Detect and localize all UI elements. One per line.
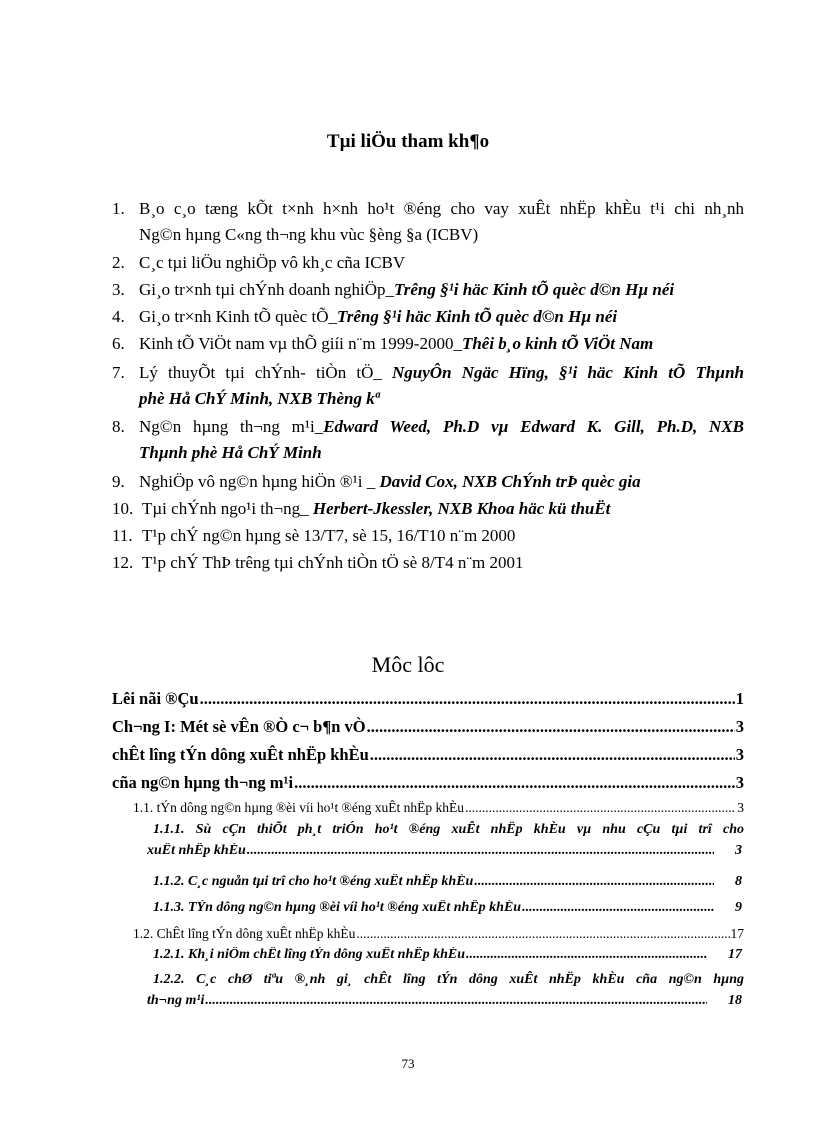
reference-text: Tµi chÝnh ngo¹i th¬ng_ xyxy=(142,499,313,518)
reference-item xyxy=(112,331,744,357)
reference-number: 11. xyxy=(112,526,133,545)
page-number: 73 xyxy=(401,1056,415,1071)
toc-label-line: 1.2.2. C¸c chØ tiªu ®¸nh gi¸ chÊt lîng tÝn dông xuÊt nhËp khÈu cña ng©n hµng xyxy=(153,972,744,987)
toc-entry xyxy=(147,822,744,859)
toc-entry xyxy=(153,947,744,963)
reference-source: Edward Weed, Ph.D vµ Edward K. Gill, Ph.D, NXB xyxy=(323,417,745,436)
toc-entry xyxy=(133,926,744,942)
toc-entry xyxy=(153,900,744,916)
toc-page: 8 xyxy=(735,874,742,889)
reference-source: Trêng §¹i häc Kinh tÕ quèc d©n Hµ néi xyxy=(394,280,675,299)
toc-label: th¬ng m¹i xyxy=(147,993,205,1008)
toc-entry xyxy=(133,800,744,816)
reference-text: Ng©n hµng th¬ng m¹i_ xyxy=(139,417,324,436)
reference-text: C¸c tµi liÖu nghiÖp vô kh¸c cña ICBV xyxy=(139,253,406,272)
toc-entry xyxy=(147,972,744,1009)
toc-label: 1.1.3. TÝn dông ng©n hµng ®èi víi ho¹t ®éng xuÊt nhËp khÈu xyxy=(153,900,522,915)
toc-entry xyxy=(153,874,744,890)
toc-label: 1.1. tÝn dông ng©n hµng ®èi víi ho¹t ®éng xuÊt nhËp khÈu xyxy=(133,800,464,815)
reference-source: Trêng §¹i häc Kinh tÕ quèc d©n Hµ néi xyxy=(336,307,618,326)
reference-source: NguyÔn Ngäc Hïng, §¹i häc Kinh tÕ Thµnh xyxy=(392,363,744,382)
toc-label: cña ng©n hµng th¬ng m¹i xyxy=(112,773,294,792)
reference-text: Gi¸o tr×nh Kinh tÕ quèc tÕ_ xyxy=(139,307,337,326)
toc-entry xyxy=(112,689,744,709)
toc-page: 3 xyxy=(735,717,744,736)
toc-label: chÊt lîng tÝn dông xuÊt nhËp khÈu xyxy=(112,745,369,764)
reference-text: T¹p chÝ ThÞ trêng tµi chÝnh tiÒn tÖ sè 8/T4 n¨m 2001 xyxy=(142,553,524,572)
reference-number: 9. xyxy=(112,472,125,491)
reference-number: 6. xyxy=(112,334,125,353)
reference-number: 8. xyxy=(112,417,125,436)
references-title: Tµi liÖu tham kh¶o xyxy=(326,131,490,152)
reference-number: 10. xyxy=(112,499,134,518)
reference-number: 7. xyxy=(112,363,125,382)
reference-item xyxy=(112,523,744,549)
toc-entry xyxy=(112,745,744,765)
reference-item xyxy=(112,196,744,248)
reference-item xyxy=(112,550,744,576)
reference-item xyxy=(112,277,744,303)
toc-page: 3 xyxy=(735,773,744,792)
reference-source: Thêi b¸o kinh tÕ ViÖt Nam xyxy=(461,334,654,353)
reference-item xyxy=(112,304,744,330)
toc-label: xuÊt nhËp khÈu xyxy=(147,843,246,858)
toc-page: 1 xyxy=(735,689,744,708)
reference-text: B¸o c¸o tæng kÕt t×nh h×nh ho¹t ®éng cho vay xuÊt nhËp khÈu t¹i chi nh¸nh xyxy=(139,199,744,218)
toc-entry xyxy=(112,717,744,737)
reference-item xyxy=(112,250,744,276)
toc-label: 1.2.1. Kh¸i niÖm chÊt lîng tÝn dông xuÊt nhËp khÈu xyxy=(153,947,465,962)
reference-number: 2. xyxy=(112,253,125,272)
toc-label: Ch¬ng I: Mét sè vÊn ®Ò c¬ b¶n vÒ xyxy=(112,717,366,736)
toc-page: 3 xyxy=(735,745,744,764)
reference-item xyxy=(112,496,744,522)
toc-label-line: 1.1.1. Sù cÇn thiÕt ph¸t triÓn ho¹t ®éng xuÊt nhËp khÈu vµ nhu cÇu tµi trî cho xyxy=(153,822,744,837)
toc-label: Lêi nãi ®Çu xyxy=(112,689,199,708)
toc-page: 17 xyxy=(730,926,744,941)
reference-number: 1. xyxy=(112,199,125,218)
toc-label: 1.1.2. C¸c nguån tµi trî cho ho¹t ®éng xuÊt nhËp khÈu xyxy=(153,874,474,889)
reference-text: Lý thuyÕt tµi chÝnh- tiÒn tÖ_ xyxy=(139,363,393,382)
reference-source: David Cox, NXB ChÝnh trÞ quèc gia xyxy=(379,472,641,491)
reference-number: 12. xyxy=(112,553,134,572)
reference-source: Herbert-Jkessler, NXB Khoa häc kü thuËt xyxy=(312,499,611,518)
reference-item xyxy=(112,469,744,495)
toc-page: 3 xyxy=(735,843,742,858)
toc-label: 1.2. ChÊt lîng tÝn dông xuÊt nhËp khÈu xyxy=(133,926,356,941)
toc-entry xyxy=(112,773,744,793)
reference-text: Kinh tÕ ViÖt nam vµ thÕ giíi n¨m 1999-2000_ xyxy=(139,334,462,353)
reference-source: Thµnh phè Hå ChÝ Minh xyxy=(139,443,322,462)
toc-title: Môc lôc xyxy=(371,652,445,677)
reference-number: 4. xyxy=(112,307,125,326)
reference-text: Gi¸o tr×nh tµi chÝnh doanh nghiÖp_ xyxy=(139,280,394,299)
reference-item xyxy=(112,360,744,412)
reference-source: phè Hå ChÝ Minh, NXB Thèng kª xyxy=(139,389,380,408)
toc-page: 18 xyxy=(728,993,742,1008)
reference-number: 3. xyxy=(112,280,125,299)
toc-page: 17 xyxy=(728,947,742,962)
toc-page: 9 xyxy=(735,900,742,915)
toc-page: 3 xyxy=(737,800,744,815)
reference-item xyxy=(112,414,744,466)
reference-text: Ng©n hµng C«ng th¬ng khu vùc §èng §a (ICBV) xyxy=(139,225,479,244)
reference-text: T¹p chÝ ng©n hµng sè 13/T7, sè 15, 16/T10 n¨m 2000 xyxy=(142,526,516,545)
reference-text: NghiÖp vô ng©n hµng hiÖn ®¹i _ xyxy=(139,472,380,491)
